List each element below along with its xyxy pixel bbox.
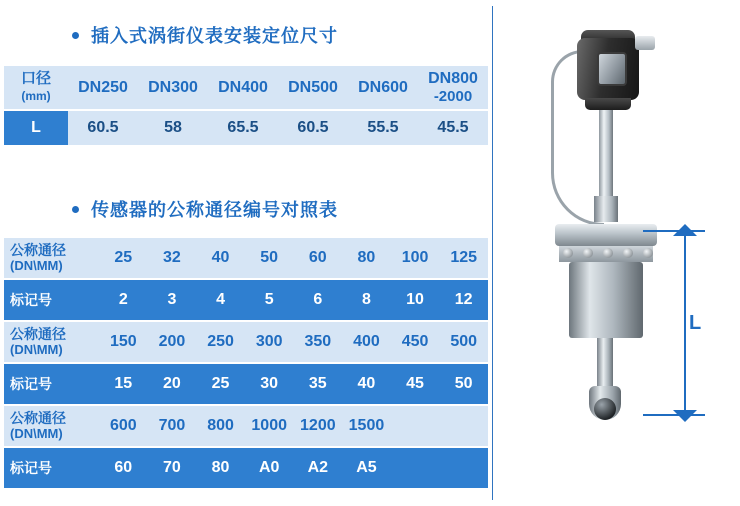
header-caliber-unit: (mm) bbox=[21, 89, 51, 103]
row-label-diameter-1 bbox=[4, 238, 99, 279]
table-row bbox=[4, 238, 488, 279]
flange-bolt bbox=[643, 248, 653, 258]
cell-l-dn600: 55.5 bbox=[348, 110, 418, 146]
probe-tip-ball bbox=[594, 398, 616, 420]
cell: 12 bbox=[439, 279, 488, 321]
cell: 6 bbox=[294, 279, 343, 321]
cell: 8 bbox=[342, 279, 391, 321]
label-diameter-line2: (DN\MM) bbox=[10, 258, 63, 273]
dimension-arrow-up-icon bbox=[673, 224, 697, 236]
cell: 3 bbox=[148, 279, 197, 321]
cell: 300 bbox=[245, 321, 294, 363]
cell: A2 bbox=[294, 447, 343, 489]
table-nominal-diameter-codes bbox=[4, 238, 488, 490]
cell: 4 bbox=[196, 279, 245, 321]
cell: 350 bbox=[294, 321, 343, 363]
cell bbox=[439, 405, 488, 447]
table-row bbox=[4, 405, 488, 447]
cell: 250 bbox=[196, 321, 245, 363]
table-installation-dimensions bbox=[4, 66, 488, 147]
row-label-diameter-2 bbox=[4, 321, 99, 363]
cell: 40 bbox=[196, 238, 245, 279]
cell bbox=[391, 447, 440, 489]
header-cell-dn300: DN300 bbox=[138, 66, 208, 110]
cell: 600 bbox=[99, 405, 148, 447]
cell: 80 bbox=[342, 238, 391, 279]
bullet-icon bbox=[72, 32, 79, 39]
cell: 5 bbox=[245, 279, 294, 321]
dimension-label-l: L bbox=[689, 312, 702, 334]
table-row bbox=[4, 447, 488, 489]
sensor-body bbox=[569, 262, 643, 338]
cell: 450 bbox=[391, 321, 440, 363]
section-title-nominal-diameter-text: 传感器的公称通径编号对照表 bbox=[91, 200, 338, 220]
table-row bbox=[4, 363, 488, 405]
cell: 45 bbox=[391, 363, 440, 405]
dimension-arrow-down-icon bbox=[673, 410, 697, 422]
header-dn800-line2: -2000 bbox=[433, 88, 473, 105]
insertion-vortex-flowmeter-photo bbox=[493, 0, 740, 506]
cell-l-dn500: 60.5 bbox=[278, 110, 348, 146]
section-title-installation bbox=[72, 22, 338, 48]
cell: 60 bbox=[294, 238, 343, 279]
cable-gland-cap bbox=[635, 36, 655, 50]
cell bbox=[391, 405, 440, 447]
cell: 800 bbox=[196, 405, 245, 447]
header-caliber-main: 口径 bbox=[20, 70, 51, 87]
row-label-mark-1: 标记号 bbox=[4, 279, 99, 321]
dimension-line bbox=[684, 232, 686, 412]
cell: 125 bbox=[439, 238, 488, 279]
header-cell-dn500: DN500 bbox=[278, 66, 348, 110]
cell: 35 bbox=[294, 363, 343, 405]
header-cell-caliber bbox=[4, 66, 68, 110]
cell-l-dn800: 45.5 bbox=[418, 110, 488, 146]
cell: 200 bbox=[148, 321, 197, 363]
cell: 15 bbox=[99, 363, 148, 405]
cell: 2 bbox=[99, 279, 148, 321]
cell: 32 bbox=[148, 238, 197, 279]
cell-l-dn400: 65.5 bbox=[208, 110, 278, 146]
cell: 40 bbox=[342, 363, 391, 405]
flange-bolt bbox=[583, 248, 593, 258]
header-cell-dn600: DN600 bbox=[348, 66, 418, 110]
insertion-probe bbox=[597, 338, 613, 390]
cell: 50 bbox=[245, 238, 294, 279]
cell: 50 bbox=[439, 363, 488, 405]
cell: 100 bbox=[391, 238, 440, 279]
cell: 60 bbox=[99, 447, 148, 489]
cell: 70 bbox=[148, 447, 197, 489]
cell: A5 bbox=[342, 447, 391, 489]
label-diameter-line1: 公称通径 bbox=[10, 326, 66, 342]
row-label-mark-3: 标记号 bbox=[4, 447, 99, 489]
cell: 10 bbox=[391, 279, 440, 321]
table-row bbox=[4, 110, 488, 146]
section-title-installation-text: 插入式涡街仪表安装定位尺寸 bbox=[91, 26, 338, 46]
housing-neck bbox=[585, 98, 631, 110]
cell: 1200 bbox=[294, 405, 343, 447]
cell: 400 bbox=[342, 321, 391, 363]
row-label-mark-2: 标记号 bbox=[4, 363, 99, 405]
cell: 150 bbox=[99, 321, 148, 363]
cell: 25 bbox=[99, 238, 148, 279]
row-label-l: L bbox=[4, 110, 68, 146]
table-row bbox=[4, 321, 488, 363]
header-dn800-line1: DN800 bbox=[428, 70, 478, 87]
cell: 20 bbox=[148, 363, 197, 405]
cell-l-dn250: 60.5 bbox=[68, 110, 138, 146]
cell: 80 bbox=[196, 447, 245, 489]
row-label-diameter-3 bbox=[4, 405, 99, 447]
cell: 1000 bbox=[245, 405, 294, 447]
right-diagram-panel bbox=[493, 0, 740, 506]
flange-bolt bbox=[563, 248, 573, 258]
bullet-icon bbox=[72, 206, 79, 213]
mounting-flange bbox=[555, 224, 657, 246]
label-diameter-line1: 公称通径 bbox=[10, 410, 66, 426]
flange-bolt bbox=[603, 248, 613, 258]
header-cell-dn400: DN400 bbox=[208, 66, 278, 110]
table-row bbox=[4, 66, 488, 110]
cell bbox=[439, 447, 488, 489]
flange-bolt bbox=[623, 248, 633, 258]
stem-collar bbox=[594, 196, 618, 222]
cell: 1500 bbox=[342, 405, 391, 447]
cell: 30 bbox=[245, 363, 294, 405]
section-title-nominal-diameter bbox=[72, 196, 338, 222]
label-diameter-line1: 公称通径 bbox=[10, 242, 66, 258]
label-diameter-line2: (DN\MM) bbox=[10, 426, 63, 441]
table-row bbox=[4, 279, 488, 321]
cell: 700 bbox=[148, 405, 197, 447]
cell: A0 bbox=[245, 447, 294, 489]
label-diameter-line2: (DN\MM) bbox=[10, 342, 63, 357]
display-window bbox=[597, 52, 627, 86]
cell-l-dn300: 58 bbox=[138, 110, 208, 146]
cell: 500 bbox=[439, 321, 488, 363]
cell: 25 bbox=[196, 363, 245, 405]
header-cell-dn250: DN250 bbox=[68, 66, 138, 110]
header-cell-dn800-2000 bbox=[418, 66, 488, 110]
